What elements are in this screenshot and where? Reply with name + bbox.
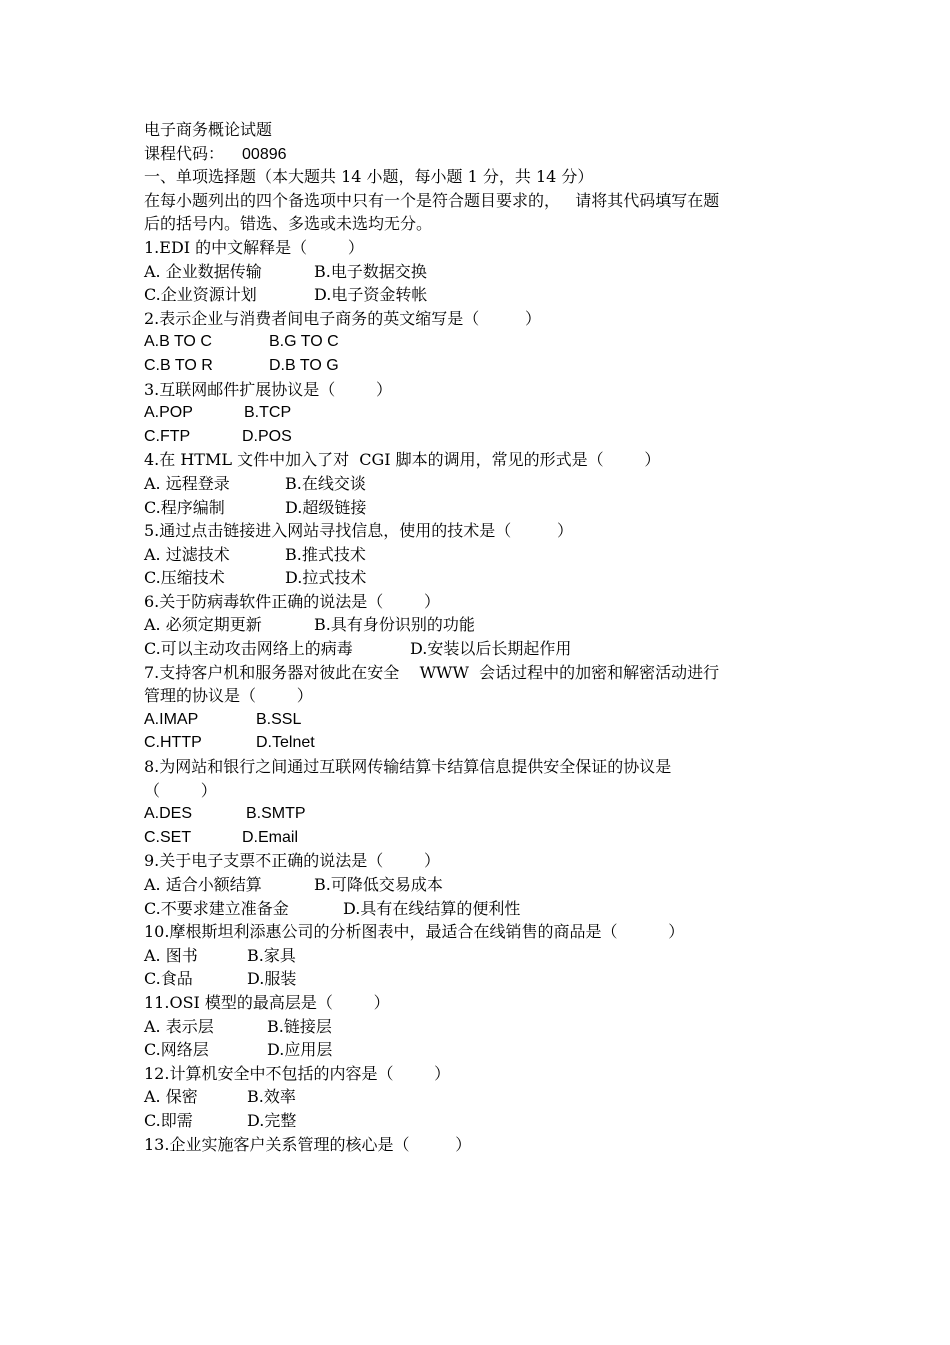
option-a: A. 远程登录: [144, 473, 230, 493]
option-b: B.电子数据交换: [314, 261, 427, 281]
option-row: [144, 731, 844, 755]
option-d: D.Email: [242, 828, 299, 846]
question-stem: 1.EDI 的中文解释是（ ）: [144, 237, 364, 257]
option-row: [144, 283, 844, 307]
question-stem: 12.计算机安全中不包括的内容是（ ）: [144, 1063, 451, 1083]
option-b: B.G TO C: [269, 333, 339, 351]
question-stem: 3.互联网邮件扩展协议是（ ）: [144, 379, 392, 399]
option-row: [144, 566, 844, 590]
question-stem: 6.关于防病毒软件正确的说法是（ ）: [144, 591, 440, 611]
option-row: [144, 826, 844, 850]
option-a: A. 企业数据传输: [144, 261, 262, 281]
option-d: D.具有在线结算的便利性: [343, 898, 521, 918]
option-c: C.企业资源计划: [144, 285, 257, 305]
option-d: D.B TO G: [269, 356, 339, 374]
option-row: [144, 472, 844, 496]
option-row: [144, 496, 844, 520]
instructions-line-2: 后的括号内。错选、多选或未选均无分。: [144, 214, 433, 234]
exam-page: [144, 118, 844, 1156]
option-a: A. 表示层: [144, 1016, 214, 1036]
option-row: [144, 1085, 844, 1109]
option-row: [144, 401, 844, 425]
option-a: A.POP: [144, 404, 193, 422]
option-d: D.Telnet: [256, 734, 315, 752]
option-c: C.即需: [144, 1110, 193, 1130]
option-row: [144, 944, 844, 968]
option-c: C.FTP: [144, 427, 191, 445]
option-c: C.食品: [144, 969, 193, 989]
option-a: A. 必须定期更新: [144, 615, 262, 635]
option-a: A. 过滤技术: [144, 544, 230, 564]
option-row: [144, 1038, 844, 1062]
option-row: [144, 1109, 844, 1133]
option-row: [144, 637, 844, 661]
option-c: C.HTTP: [144, 734, 202, 752]
option-c: C.可以主动攻击网络上的病毒: [144, 639, 353, 659]
option-row: [144, 897, 844, 921]
option-d: D.服装: [247, 969, 297, 989]
instructions-line-1: 在每小题列出的四个备选项中只有一个是符合题目要求的， 请将其代码填写在题: [144, 190, 720, 210]
option-row: [144, 708, 844, 732]
option-row: [144, 873, 844, 897]
option-d: D.安装以后长期起作用: [410, 639, 572, 659]
question-stem-continued: （ ）: [144, 780, 217, 800]
option-a: A. 适合小额结算: [144, 875, 262, 894]
question-stem: 8.为网站和银行之间通过互联网传输结算卡结算信息提供安全保证的协议是: [144, 757, 672, 777]
question-stem: 4.在 HTML 文件中加入了对 CGI 脚本的调用，常见的形式是（ ）: [144, 450, 661, 470]
option-d: D.拉式技术: [285, 568, 367, 588]
option-a: A. 图书: [144, 945, 198, 965]
option-row: [144, 260, 844, 284]
option-row: [144, 543, 844, 567]
option-b: B.在线交谈: [285, 473, 366, 493]
option-row: [144, 330, 844, 354]
option-row: [144, 802, 844, 826]
option-c: C.不要求建立准备金: [144, 898, 289, 918]
option-a: A.B TO C: [144, 333, 212, 351]
option-a: A.IMAP: [144, 710, 199, 728]
option-b: B.推式技术: [285, 544, 366, 564]
option-d: D.完整: [247, 1110, 297, 1130]
question-stem-continued: 管理的协议是（ ）: [144, 686, 313, 706]
option-a: A. 保密: [144, 1087, 198, 1107]
option-c: C.程序编制: [144, 497, 225, 517]
option-row: [144, 354, 844, 378]
option-b: B.具有身份识别的功能: [314, 615, 475, 635]
option-b: B.家具: [247, 945, 296, 965]
option-row: [144, 967, 844, 991]
course-code-line: [144, 142, 844, 166]
option-d: D.应用层: [267, 1040, 333, 1060]
option-d: D.POS: [242, 427, 292, 445]
question-stem: 13.企业实施客户关系管理的核心是（ ）: [144, 1134, 472, 1154]
option-c: C.压缩技术: [144, 568, 225, 588]
option-row: [144, 613, 844, 637]
option-d: D.电子资金转帐: [314, 285, 428, 305]
section-heading: 一、单项选择题（本大题共 14 小题，每小题 1 分，共 14 分）: [144, 167, 594, 187]
option-d: D.超级链接: [285, 497, 367, 517]
option-row: [144, 425, 844, 449]
option-c: C.B TO R: [144, 356, 213, 374]
question-stem: 5.通过点击链接进入网站寻找信息，使用的技术是（ ）: [144, 521, 574, 541]
question-stem: 11.OSI 模型的最高层是（ ）: [144, 992, 390, 1012]
question-stem: 10.摩根斯坦利添惠公司的分析图表中，最适合在线销售的商品是（ ）: [144, 922, 685, 942]
question-stem: 2.表示企业与消费者间电子商务的英文缩写是（ ）: [144, 308, 542, 328]
option-b: B.链接层: [267, 1016, 332, 1036]
option-c: C.网络层: [144, 1040, 209, 1060]
option-b: B.TCP: [244, 404, 292, 422]
option-c: C.SET: [144, 828, 192, 846]
option-row: [144, 1015, 844, 1039]
question-stem: 9.关于电子支票不正确的说法是（ ）: [144, 851, 440, 871]
course-code-label: 课程代码：: [144, 143, 225, 163]
option-b: B.效率: [247, 1087, 296, 1107]
option-a: A.DES: [144, 805, 193, 823]
option-b: B.可降低交易成本: [314, 875, 443, 894]
option-b: B.SMTP: [246, 805, 306, 823]
question-stem: 7.支持客户机和服务器对彼此在安全 WWW 会话过程中的加密和解密活动进行: [144, 662, 720, 682]
option-b: B.SSL: [256, 710, 302, 728]
course-code: 00896: [242, 145, 287, 163]
exam-title: 电子商务概论试题: [144, 120, 273, 139]
